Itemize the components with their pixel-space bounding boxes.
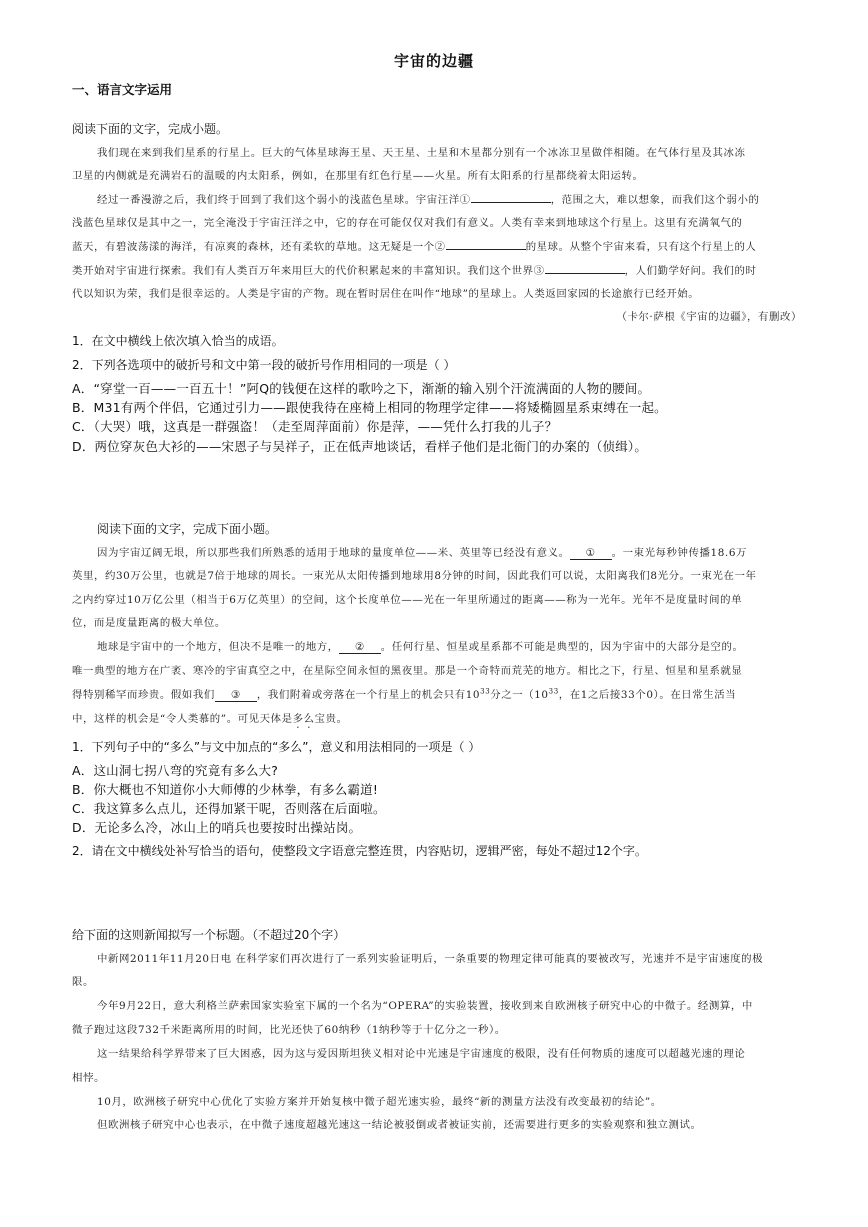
passage-line: 类开始对宇宙进行探索。我们有人类百万年来用巨大的代价积累起来的丰富知识。我们这个世界③ ，人们勤学好问。我们的时	[72, 262, 802, 277]
option-d[interactable]: D．两位穿灰色大衫的——宋恩子与吴祥子，正在低声地谈话，看样子他们是北衙门的办案的（侦缉）。	[72, 439, 648, 454]
question-2: 2．下列各选项中的破折号和文中第一段的破折号作用相同的一项是（ ）	[72, 358, 456, 372]
passage-line: 英里，约30万公里，也就是7倍于地球的周长。一束光从太阳传播到地球用8分钟的时间，因此我们可以说，太阳离我们8光分。一束光在一年	[72, 570, 757, 582]
passage-line: 唯一典型的地方在广袤、寒冷的宇宙真空之中，在星际空间永恒的黑夜里。那是一个奇特而荒芜的地方。相比之下，行星、恒星和星系就显	[72, 665, 743, 677]
blank-3[interactable]: ③	[215, 689, 257, 702]
passage-line: 卫星的内侧就是充满岩石的温暖的内太阳系，例如，在那里有红色行星——火星。所有太阳系的行星都绕着太阳运转。	[72, 170, 644, 182]
page-title: 宇宙的边疆	[393, 52, 474, 70]
passage-line: 经过一番漫游之后，我们终于回到了我们这个弱小的浅蓝色星球。宇宙汪洋① ，范围之大，难以想象，而我们这个弱小的	[97, 191, 802, 206]
option-d[interactable]: D．无论多么冷，冰山上的哨兵也要按时出操站岗。	[72, 820, 362, 835]
blank-1[interactable]	[471, 191, 551, 203]
news-line: 这一结果给科学界带来了巨大困惑，因为这与爱因斯坦狭义相对论中光速是宇宙速度的极限，没有任何物质的速度可以超越光速的理论	[97, 1048, 746, 1060]
option-b[interactable]: B．你大概也不知道你小大师傅的少林拳，有多么霸道!	[72, 782, 379, 797]
news-line: 10月，欧洲核子研究中心优化了实验方案并开始复核中微子超光速实验，最终“新的测量方法没有改变最初的结论”。	[97, 1096, 662, 1108]
news-line: 中新网2011年11月20日电 在科学家们再次进行了一系列实验证明后，一条重要的物理定律可能真的要被改写，光速并不是宇宙速度的极	[97, 953, 764, 965]
passage-line: 之内约穿过10万亿公里（相当于6万亿英里）的空间，这个长度单位——光在一年里所通过的距离——称为一光年。光年不是度量时间的单	[72, 594, 743, 606]
passage-line: 位，而是度量距离的极大单位。	[72, 617, 226, 629]
blank-3[interactable]	[545, 262, 625, 274]
passage-line: 浅蓝色星球仅是其中之一，完全淹没于宇宙汪洋之中，它的存在可能仅仅对我们有意义。人类有幸来到地球这个行星上。这里有充满氧气的	[72, 217, 743, 229]
option-a[interactable]: A．这山洞七拐八弯的究竟有多么大?	[72, 763, 279, 778]
option-c[interactable]: C．（大哭）哦，这真是一群强盗！（走至周萍面前）你是萍，——凭什么打我的儿子？	[72, 419, 558, 434]
news-line: 微子跑过这段732千米距离所用的时间，比光还快了60纳秒（1纳秒等于十亿分之一秒）。	[72, 1024, 506, 1036]
blank-1[interactable]: ①	[570, 547, 612, 560]
passage-line: 因为宇宙辽阔无垠，所以那些我们所熟悉的适用于地球的量度单位——米、英里等已经没有意义。 ① 。一束光每秒钟传播18.6万	[97, 547, 748, 559]
reading-intro: 阅读下面的文字，完成小题。	[72, 122, 229, 136]
blank-2[interactable]: ②	[339, 641, 381, 654]
question-1: 1．下列句子中的“多么”与文中加点的“多么”，意义和用法相同的一项是（ ）	[72, 740, 481, 754]
option-a[interactable]: A．“穿堂一百——一百五十！”阿Q的钱便在这样的歌吟之下，渐渐的输入别个汗流满面的人物的腰间。	[72, 381, 651, 396]
passage-line: 代以知识为荣，我们是很幸运的。人类是宇宙的产物。现在暂时居住在叫作“地球”的星球上。人类返回家园的长途旅行已经开始。	[72, 288, 700, 300]
passage-line: 我们现在来到我们星系的行星上。巨大的气体星球海王星、天王星、土星和木星都分别有一个冰冻卫星做伴相随。在气体行星及其冰冻	[97, 147, 746, 159]
passage-line: 得特别稀罕而珍贵。假如我们 ③ ，我们附着或旁落在一个行星上的机会只有$10^{33}$分之一（$10^{33}$，在1之后接33个0）。在日常生活当	[72, 687, 737, 701]
option-b[interactable]: B．M31有两个伴侣，它通过引力——跟使我待在座椅上相同的物理学定律——将矮椭圆星系束缚在一起。	[72, 400, 667, 415]
source-citation: （卡尔·萨根《宇宙的边疆》，有删改）	[616, 311, 802, 323]
section-heading: 一、语言文字运用	[72, 82, 173, 97]
news-line: 今年9月22日，意大利格兰萨索国家实验室下属的一个名为“OPERA”的实验装置，接收到来自欧洲核子研究中心的中微子。经测算，中	[97, 1000, 753, 1012]
question-1: 1．在文中横线上依次填入恰当的成语。	[72, 334, 284, 348]
passage-line: 蓝天，有碧波荡漾的海洋，有凉爽的森林，还有柔软的草地。这无疑是一个② 的星球。从整个宇宙来看，只有这个行星上的人	[72, 238, 802, 253]
passage-line: 中，这样的机会是“令人类慕的”。可见天体是多么宝贵。	[72, 713, 348, 725]
passage-line: 地球是宇宙中的一个地方，但决不是唯一的地方， ② 。任何行星、恒星或星系都不可能是典型的，因为宇宙中的大部分是空的。	[97, 641, 744, 653]
emphasized-word: 多么	[292, 713, 315, 725]
news-line: 相悖。	[72, 1072, 105, 1084]
blank-2[interactable]	[446, 238, 526, 250]
reading-intro: 阅读下面的文字，完成下面小题。	[97, 522, 278, 536]
news-line: 限。	[72, 976, 94, 988]
question-2: 2．请在文中横线处补写恰当的语句，使整段文字语意完整连贯，内容贴切，逻辑严密，每处不超过12个字。	[72, 844, 647, 858]
news-line: 但欧洲核子研究中心也表示，在中微子速度超越光速这一结论被驳倒或者被证实前，还需要进行更多的实验观察和独立测试。	[97, 1119, 702, 1131]
news-prompt: 给下面的这则新闻拟写一个标题。（不超过20个字）	[72, 928, 346, 942]
option-c[interactable]: C．我这算多么点儿，还得加紧干呢，否则落在后面啦。	[72, 801, 386, 816]
